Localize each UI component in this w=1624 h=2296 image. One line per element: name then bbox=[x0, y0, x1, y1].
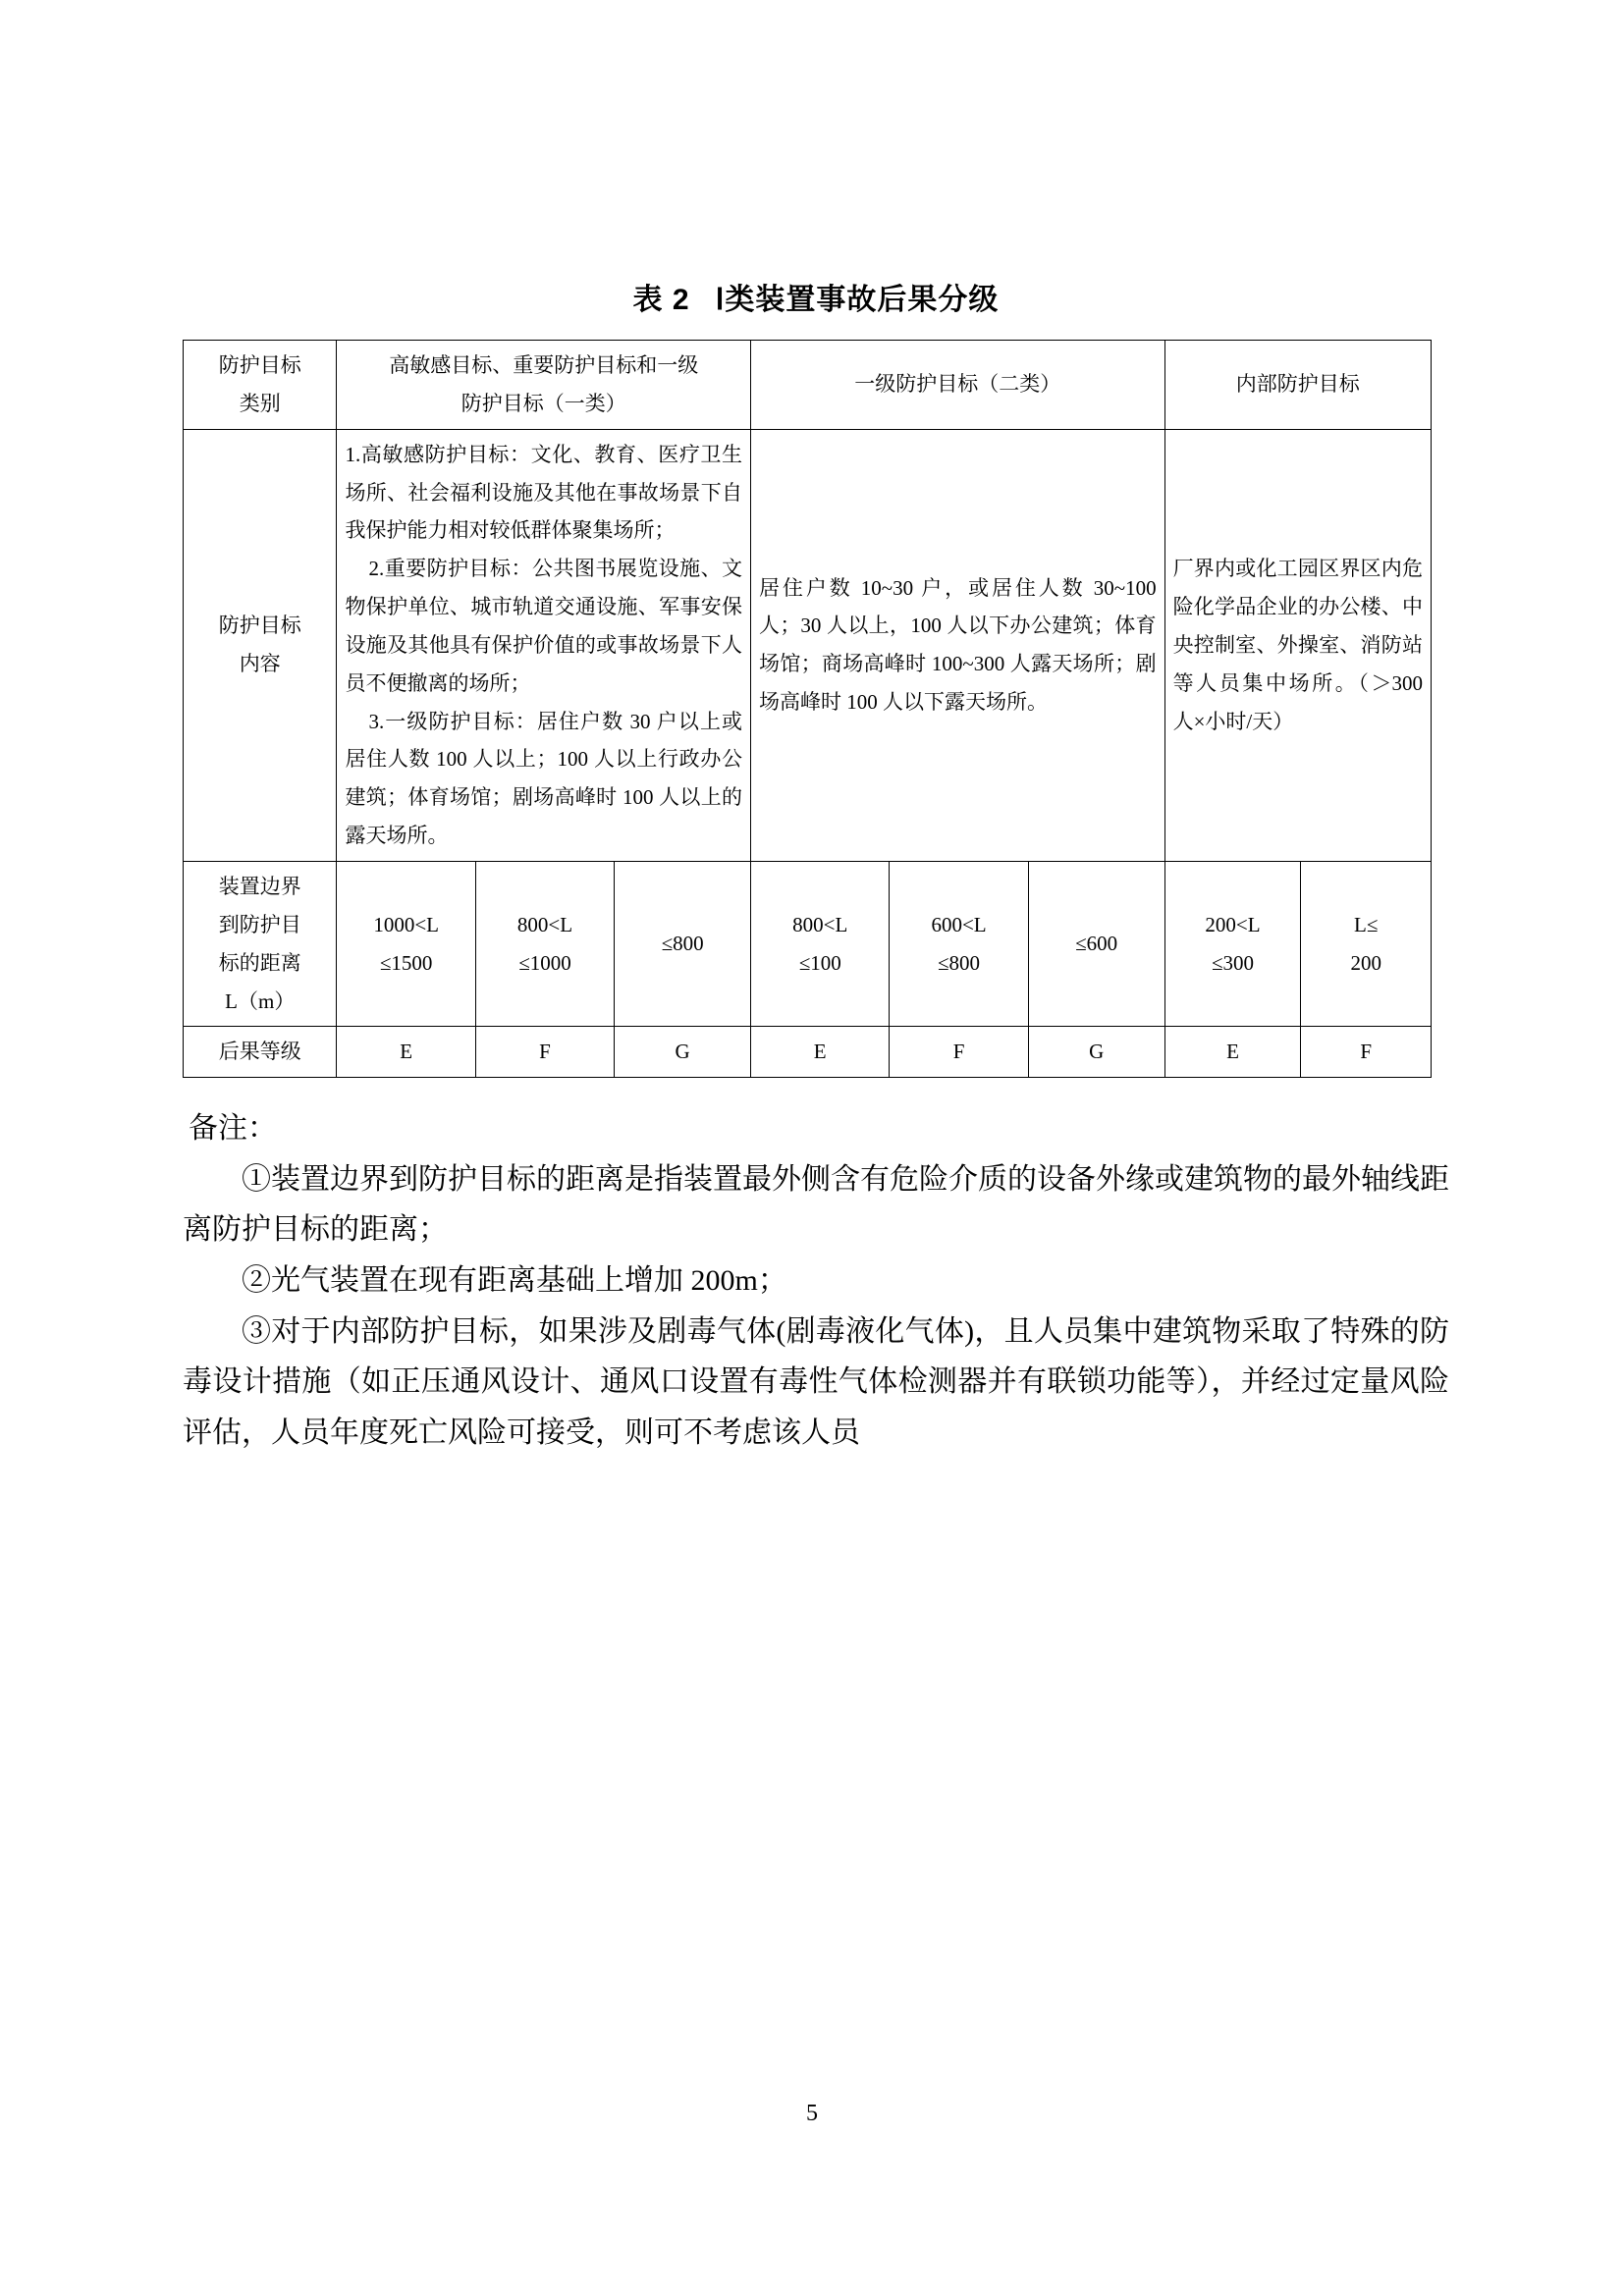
class-one-item-1: 1.高敏感防护目标：文化、教育、医疗卫生场所、社会福利设施及其他在事故场景下自我保护能力相对较低群体聚集场所； bbox=[345, 442, 743, 543]
row-label-distance: 装置边界 到防护目 标的距离 L（m） bbox=[184, 861, 337, 1026]
grade-cell-6: G bbox=[1028, 1027, 1164, 1078]
distance-cell-3: ≤800 bbox=[615, 861, 751, 1026]
consequence-grading-table bbox=[183, 340, 1432, 1078]
header-class-two: 一级防护目标（二类） bbox=[751, 341, 1165, 430]
page-content bbox=[183, 275, 1449, 1458]
table-header-row bbox=[184, 341, 1432, 430]
grade-cell-2: F bbox=[475, 1027, 614, 1078]
class-one-item-2: 2.重要防护目标：公共图书展览设施、文物保护单位、城市轨道交通设施、军事安保设施及其他具有保护价值的或事故场景下人员不便撤离的场所； bbox=[345, 557, 743, 695]
note-item-1: ①装置边界到防护目标的距离是指装置最外侧含有危险介质的设备外缘或建筑物的最外轴线距离防护目标的距离； bbox=[183, 1162, 1449, 1247]
notes-section bbox=[183, 1103, 1449, 1458]
grade-cell-7: E bbox=[1164, 1027, 1301, 1078]
distance-cell-5: 600<L ≤800 bbox=[890, 861, 1028, 1026]
class-one-item-3: 3.一级防护目标：居住户数 30 户以上或居住人数 100 人以上；100 人以上行政办公建筑；体育场馆；剧场高峰时 100 人以上的露天场所。 bbox=[345, 709, 743, 848]
row-label-grade: 后果等级 bbox=[184, 1027, 337, 1078]
distance-cell-4: 800<L ≤100 bbox=[751, 861, 890, 1026]
cell-class-two-content: 居住户数 10~30 户，或居住人数 30~100 人；30 人以上，100 人以下办公建筑；体育场馆；商场高峰时 100~300 人露天场所；剧场高峰时 100 人以下露天场所。 bbox=[751, 429, 1165, 861]
page-number: 5 bbox=[806, 2101, 818, 2126]
grade-cell-4: E bbox=[751, 1027, 890, 1078]
table-content-row bbox=[184, 429, 1432, 861]
notes-title: 备注： bbox=[189, 1112, 277, 1146]
distance-cell-8: L≤ 200 bbox=[1301, 861, 1432, 1026]
distance-cell-7: 200<L ≤300 bbox=[1164, 861, 1301, 1026]
distance-cell-2: 800<L ≤1000 bbox=[475, 861, 614, 1026]
header-internal: 内部防护目标 bbox=[1164, 341, 1431, 430]
header-class-one: 高敏感目标、重要防护目标和一级 防护目标（一类） bbox=[337, 341, 751, 430]
table-caption-text: Ⅰ类装置事故后果分级 bbox=[715, 284, 1000, 316]
table-distance-row bbox=[184, 861, 1432, 1026]
grade-cell-1: E bbox=[337, 1027, 475, 1078]
row-label-content: 防护目标 内容 bbox=[184, 429, 337, 861]
note-item-2: ②光气装置在现有距离基础上增加 200m； bbox=[242, 1263, 787, 1297]
table-caption bbox=[183, 275, 1449, 318]
distance-cell-6: ≤600 bbox=[1028, 861, 1164, 1026]
grade-cell-3: G bbox=[615, 1027, 751, 1078]
cell-internal-content: 厂界内或化工园区界区内危险化学品企业的办公楼、中央控制室、外操室、消防站等人员集中场所。（＞300 人×小时/天） bbox=[1164, 429, 1431, 861]
cell-class-one-content bbox=[337, 429, 751, 861]
distance-cell-1: 1000<L ≤1500 bbox=[337, 861, 475, 1026]
header-category: 防护目标 类别 bbox=[184, 341, 337, 430]
note-item-3: ③对于内部防护目标，如果涉及剧毒气体(剧毒液化气体)，且人员集中建筑物采取了特殊的防毒设计措施（如正压通风设计、通风口设置有毒性气体检测器并有联锁功能等），并经过定量风险评估，人员年度死亡风险可接受，则可不考虑该人员 bbox=[183, 1314, 1449, 1449]
table-grade-row bbox=[184, 1027, 1432, 1078]
grade-cell-8: F bbox=[1301, 1027, 1432, 1078]
table-caption-number: 表 2 bbox=[632, 284, 690, 316]
grade-cell-5: F bbox=[890, 1027, 1028, 1078]
